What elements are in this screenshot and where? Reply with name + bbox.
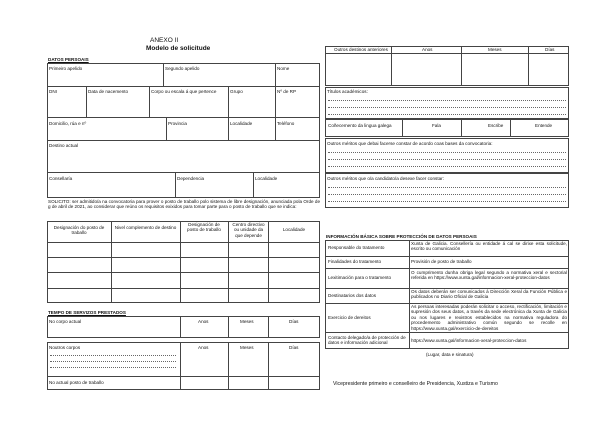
label-anos-1: Anos xyxy=(198,319,209,324)
col-nivel: Nivel complemento de destino xyxy=(114,225,177,230)
label-entende: Entende xyxy=(535,123,553,128)
info-value-dereitos: As persoas interesadas poderán solicitar o acceso, rectificación, limitación e supresión dos seus datos, a través da sede electrónica da Xunta de Galicia ou nos lugares e rexistros establecidos na normativa reguladora do procedemento administrativo común segundo se recolle en https://www.xunta.gal/exercicio-de-dereitos xyxy=(411,304,567,331)
footer-destinatario: Vicepresidente primeiro e conselleiro de Presidencia, Xustiza e Turismo xyxy=(333,381,498,387)
info-value-finalidades: Provisión de posto de traballo xyxy=(411,259,472,264)
label-nome: Nome xyxy=(277,66,290,71)
label-consellaria: Consellaría xyxy=(49,176,73,181)
label-escribe: Escribe xyxy=(488,123,504,128)
tempo-servizos-heading: TEMPO DE SERVIZOS PRESTADOS xyxy=(48,310,126,315)
tempo-corpo-actual-box xyxy=(47,316,320,338)
label-dependencia: Dependencia xyxy=(177,176,205,181)
info-label-contacto: Contacto delegado/a de protección de datos e información adicional xyxy=(328,335,406,346)
label-anos-3: Anos xyxy=(422,47,433,52)
col-designacion-posto: Designación de posto de traballo xyxy=(187,222,221,233)
label-dni: DNI xyxy=(49,89,57,94)
label-meritos-candidato: Outros méritos que o/a candidato/a desexe facer constar: xyxy=(327,176,444,181)
col-localidade: Localidade xyxy=(282,227,306,232)
label-anos-2: Anos xyxy=(198,345,209,350)
label-meritos-bases: Outros méritos que debai facerse constar de acordo coas bases da convocatoria: xyxy=(327,141,493,146)
info-value-lexitimacion: O cumprimento dunha obriga legal segundo a normativa xeral e sectorial referida en https://www.xunta.gal/informacion-xeral-proteccion-datos xyxy=(411,270,567,281)
label-destino-actual: Destino actual xyxy=(49,143,79,148)
datos-persoais-heading: DATOS PERSOAIS xyxy=(48,57,89,62)
label-nrp: Nº de RP xyxy=(277,89,297,94)
info-value-destinatarios: Os datos deberán ser comunicados á Dirección Xeral da Función Pública e publicados no Diario Oficial de Galicia xyxy=(411,289,567,300)
info-label-dereitos: Exercicio de dereitos xyxy=(328,315,371,320)
label-dias-3: Días xyxy=(545,47,555,52)
info-value-contacto: https://www.xunta.gal/informacion-xeral-proteccion-datos xyxy=(411,338,527,343)
label-grupo: Grupo xyxy=(230,89,243,94)
label-titulos: Títulos académicos: xyxy=(327,89,368,94)
info-label-finalidades: Finalidades do tratamento xyxy=(328,259,382,264)
label-meses-3: Meses xyxy=(488,47,502,52)
label-dias-1: Días xyxy=(289,319,299,324)
label-fala: Fala xyxy=(432,123,441,128)
label-noutros-corpos: Noutros corpos xyxy=(49,345,81,350)
page-title: Modelo de solicitude xyxy=(146,45,211,52)
info-value-responsable: Xunta de Galicia. Consellería ou entidade á cal se dirixe esta solicitude, escrito ou comunicación xyxy=(411,241,567,252)
info-label-lexitimacion: Lexitimación para o tratamento xyxy=(328,275,392,280)
label-segundo-apelido: Segundo apelido xyxy=(165,66,200,71)
label-provincia: Provincia xyxy=(168,121,187,126)
label-localidade: Localidade xyxy=(230,121,253,126)
anexo-label: ANEXO II xyxy=(150,37,179,44)
firma-label: (Lugar, data e sinatura) xyxy=(426,352,474,357)
label-meses-2: Meses xyxy=(240,345,254,350)
label-lingua-galega: Coñecemento da lingua galega xyxy=(328,123,392,128)
label-localidade-2: Localidade xyxy=(255,176,278,181)
info-heading: INFORMACIÓN BÁSICA SOBRE PROTECCIÓN DE DATOS PERSOAIS xyxy=(326,234,477,239)
label-outros-destinos: Outros destinos anteriores xyxy=(334,47,388,52)
solicito-text: SOLICITO: ser admitido/a na convocatoria para prover o posto de traballo polo sistema de libre designación, anunciada pola Orde de g de abril de 2021, ao considerar que reúno os requisitos exixidos para tomar parte para o posto de traballo que se indica: xyxy=(48,199,320,210)
label-corpo: Corpo ou escala á que pertence xyxy=(151,89,217,94)
label-no-corpo-actual: No corpo actual xyxy=(49,319,82,324)
label-domicilio: Domicilio, rúa e nº xyxy=(49,121,87,126)
label-data-nacemento: Data de nacemento xyxy=(88,89,129,94)
info-label-responsable: Responsable do tratamento xyxy=(328,245,385,250)
label-primeiro-apelido: Primeiro apelido xyxy=(49,66,83,71)
label-meses-1: Meses xyxy=(240,319,254,324)
label-telefono: Teléfono xyxy=(277,121,295,126)
col-centro-directivo: Centro directivo ou unidade da que depende xyxy=(232,222,265,238)
info-label-destinatarios: Destinatarios dos datos xyxy=(328,293,377,298)
label-no-actual-posto: No actual posto de traballo xyxy=(49,380,104,385)
label-dias-2: Días xyxy=(289,345,299,350)
col-designacion: Designación do posto de traballo xyxy=(53,225,105,236)
